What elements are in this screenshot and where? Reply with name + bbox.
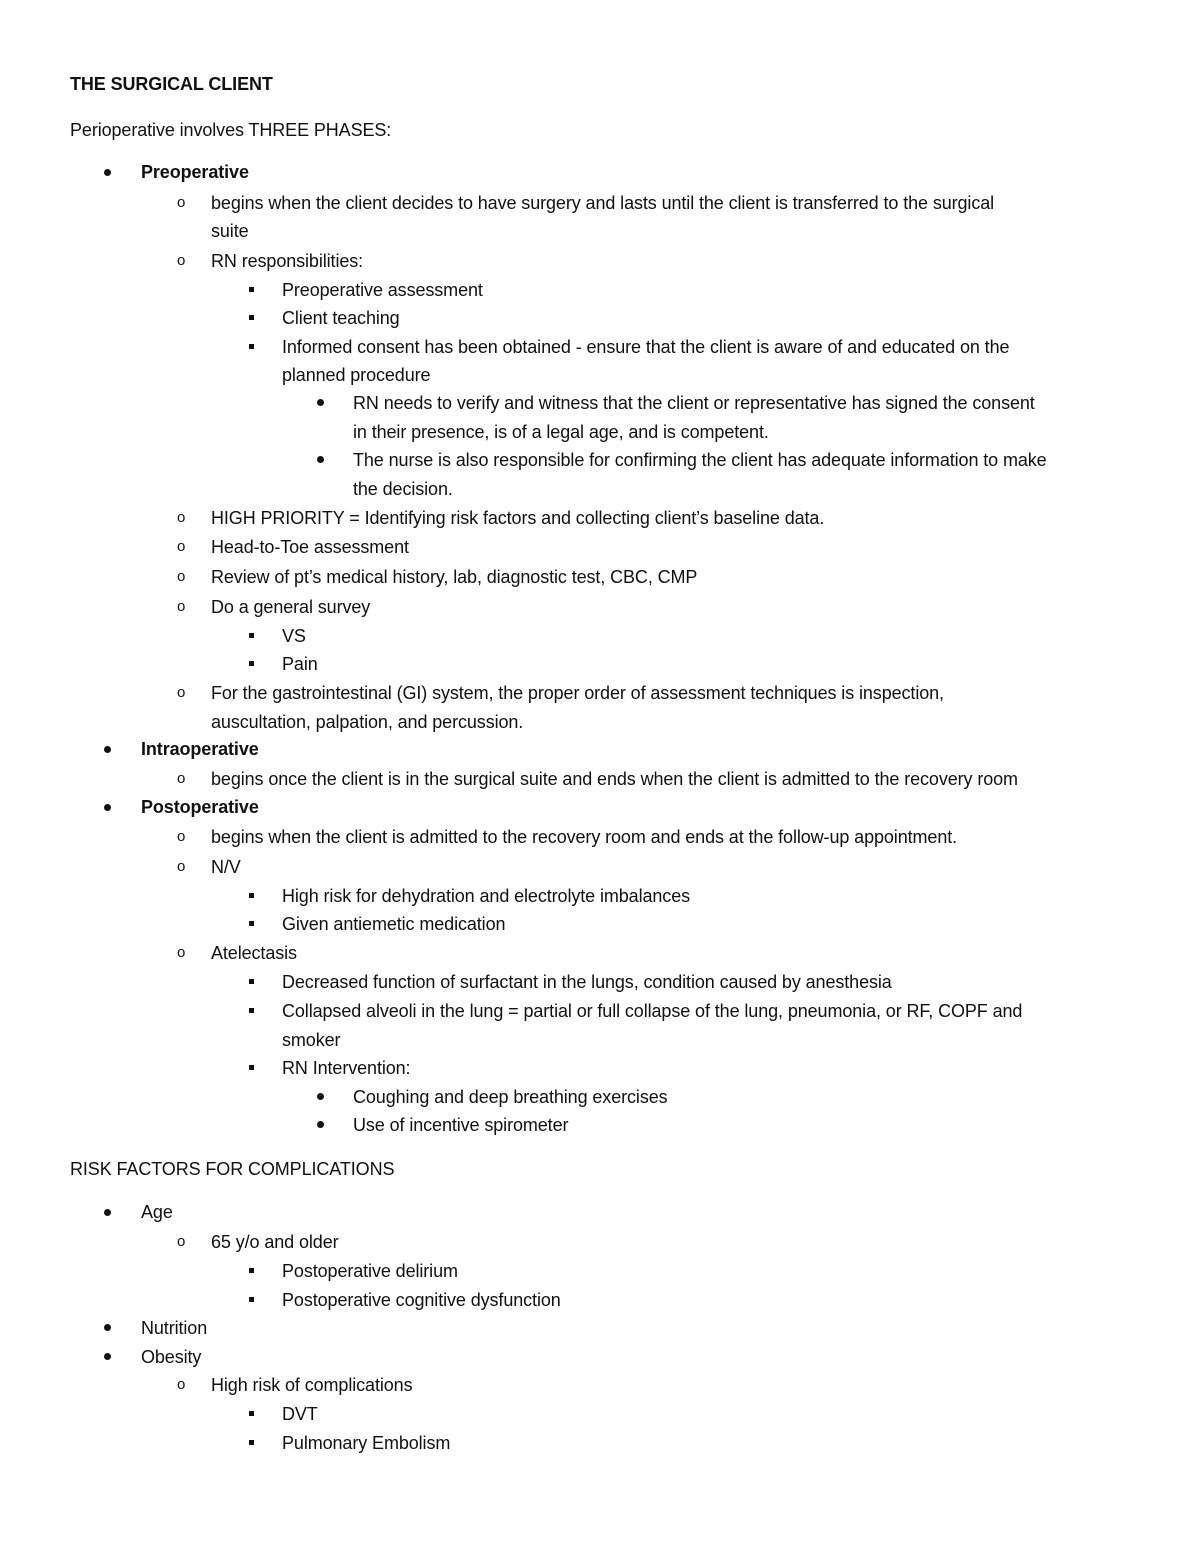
bullet-circle-icon: o [177, 252, 186, 269]
bullet-dot-icon [317, 1121, 324, 1128]
bullet-square-icon [249, 1440, 254, 1445]
list-item: Postoperative cognitive dysfunction [282, 1290, 561, 1310]
list-item: Head-to-Toe assessment [211, 537, 409, 557]
list-item: Pain [282, 654, 318, 674]
list-item: Obesity [141, 1347, 202, 1367]
list-item: N/V [211, 857, 241, 877]
bullet-dot-icon [104, 746, 111, 753]
phase-heading-postoperative: Postoperative [141, 797, 259, 817]
list-item: Atelectasis [211, 943, 297, 963]
list-item: Given antiemetic medication [282, 914, 506, 934]
list-item: RN needs to verify and witness that the client or representative has signed the consent [353, 393, 1035, 413]
list-item: For the gastrointestinal (GI) system, the proper order of assessment techniques is inspection, [211, 683, 944, 703]
bullet-square-icon [249, 1268, 254, 1273]
list-item: Nutrition [141, 1318, 208, 1338]
list-item: HIGH PRIORITY = Identifying risk factors and collecting client’s baseline data. [211, 508, 825, 528]
bullet-circle-icon: o [177, 598, 186, 615]
bullet-dot-icon [317, 456, 324, 463]
list-item-continuation: planned procedure [282, 365, 431, 385]
list-item: begins once the client is in the surgical suite and ends when the client is admitted to the recovery room [211, 769, 1018, 789]
bullet-circle-icon: o [177, 509, 186, 526]
list-item: Coughing and deep breathing exercises [353, 1087, 668, 1107]
bullet-circle-icon: o [177, 828, 186, 845]
bullet-square-icon [249, 1065, 254, 1070]
bullet-dot-icon [104, 1324, 111, 1331]
bullet-square-icon [249, 287, 254, 292]
list-item-continuation: auscultation, palpation, and percussion. [211, 712, 524, 732]
list-item: Postoperative delirium [282, 1261, 458, 1281]
intro-text: Perioperative involves THREE PHASES: [70, 120, 392, 140]
section-heading-risk-factors: RISK FACTORS FOR COMPLICATIONS [70, 1159, 395, 1179]
list-item: Do a general survey [211, 597, 371, 617]
bullet-dot-icon [104, 1209, 111, 1216]
bullet-square-icon [249, 661, 254, 666]
list-item: High risk for dehydration and electrolyte imbalances [282, 886, 691, 906]
bullet-circle-icon: o [177, 538, 186, 555]
bullet-circle-icon: o [177, 944, 186, 961]
bullet-circle-icon: o [177, 194, 186, 211]
list-item: DVT [282, 1404, 318, 1424]
bullet-square-icon [249, 1008, 254, 1013]
list-item: begins when the client is admitted to the recovery room and ends at the follow-up appointment. [211, 827, 958, 847]
bullet-square-icon [249, 1297, 254, 1302]
list-item-continuation: the decision. [353, 479, 453, 499]
bullet-square-icon [249, 1411, 254, 1416]
list-item: RN responsibilities: [211, 251, 364, 271]
bullet-square-icon [249, 979, 254, 984]
list-item: Collapsed alveoli in the lung = partial or full collapse of the lung, pneumonia, or RF, COPF and [282, 1001, 1023, 1021]
bullet-circle-icon: o [177, 684, 186, 701]
bullet-circle-icon: o [177, 1376, 186, 1393]
list-item: Use of incentive spirometer [353, 1115, 569, 1135]
bullet-dot-icon [104, 804, 111, 811]
phase-heading-intraoperative: Intraoperative [141, 739, 259, 759]
list-item: Pulmonary Embolism [282, 1433, 451, 1453]
phase-heading-preoperative: Preoperative [141, 162, 249, 182]
list-item: 65 y/o and older [211, 1232, 339, 1252]
list-item: VS [282, 626, 306, 646]
bullet-dot-icon [317, 399, 324, 406]
bullet-dot-icon [104, 169, 111, 176]
list-item-continuation: suite [211, 221, 249, 241]
list-item: Client teaching [282, 308, 400, 328]
list-item: Review of pt’s medical history, lab, diagnostic test, CBC, CMP [211, 567, 698, 587]
bullet-square-icon [249, 633, 254, 638]
bullet-square-icon [249, 893, 254, 898]
list-item: Informed consent has been obtained - ensure that the client is aware of and educated on the [282, 337, 1010, 357]
document-title: THE SURGICAL CLIENT [70, 74, 273, 94]
list-item: High risk of complications [211, 1375, 413, 1395]
list-item: The nurse is also responsible for confirming the client has adequate information to make [353, 450, 1047, 470]
list-item-continuation: smoker [282, 1030, 341, 1050]
bullet-dot-icon [317, 1093, 324, 1100]
bullet-circle-icon: o [177, 858, 186, 875]
list-item-continuation: in their presence, is of a legal age, and is competent. [353, 422, 769, 442]
bullet-dot-icon [104, 1353, 111, 1360]
bullet-circle-icon: o [177, 568, 186, 585]
list-item: Preoperative assessment [282, 280, 483, 300]
list-item: Age [141, 1202, 173, 1222]
list-item: RN Intervention: [282, 1058, 411, 1078]
bullet-square-icon [249, 344, 254, 349]
bullet-square-icon [249, 315, 254, 320]
list-item: Decreased function of surfactant in the lungs, condition caused by anesthesia [282, 972, 892, 992]
list-item: begins when the client decides to have surgery and lasts until the client is transferred to the surgical [211, 193, 995, 213]
bullet-square-icon [249, 921, 254, 926]
bullet-circle-icon: o [177, 770, 186, 787]
bullet-circle-icon: o [177, 1233, 186, 1250]
